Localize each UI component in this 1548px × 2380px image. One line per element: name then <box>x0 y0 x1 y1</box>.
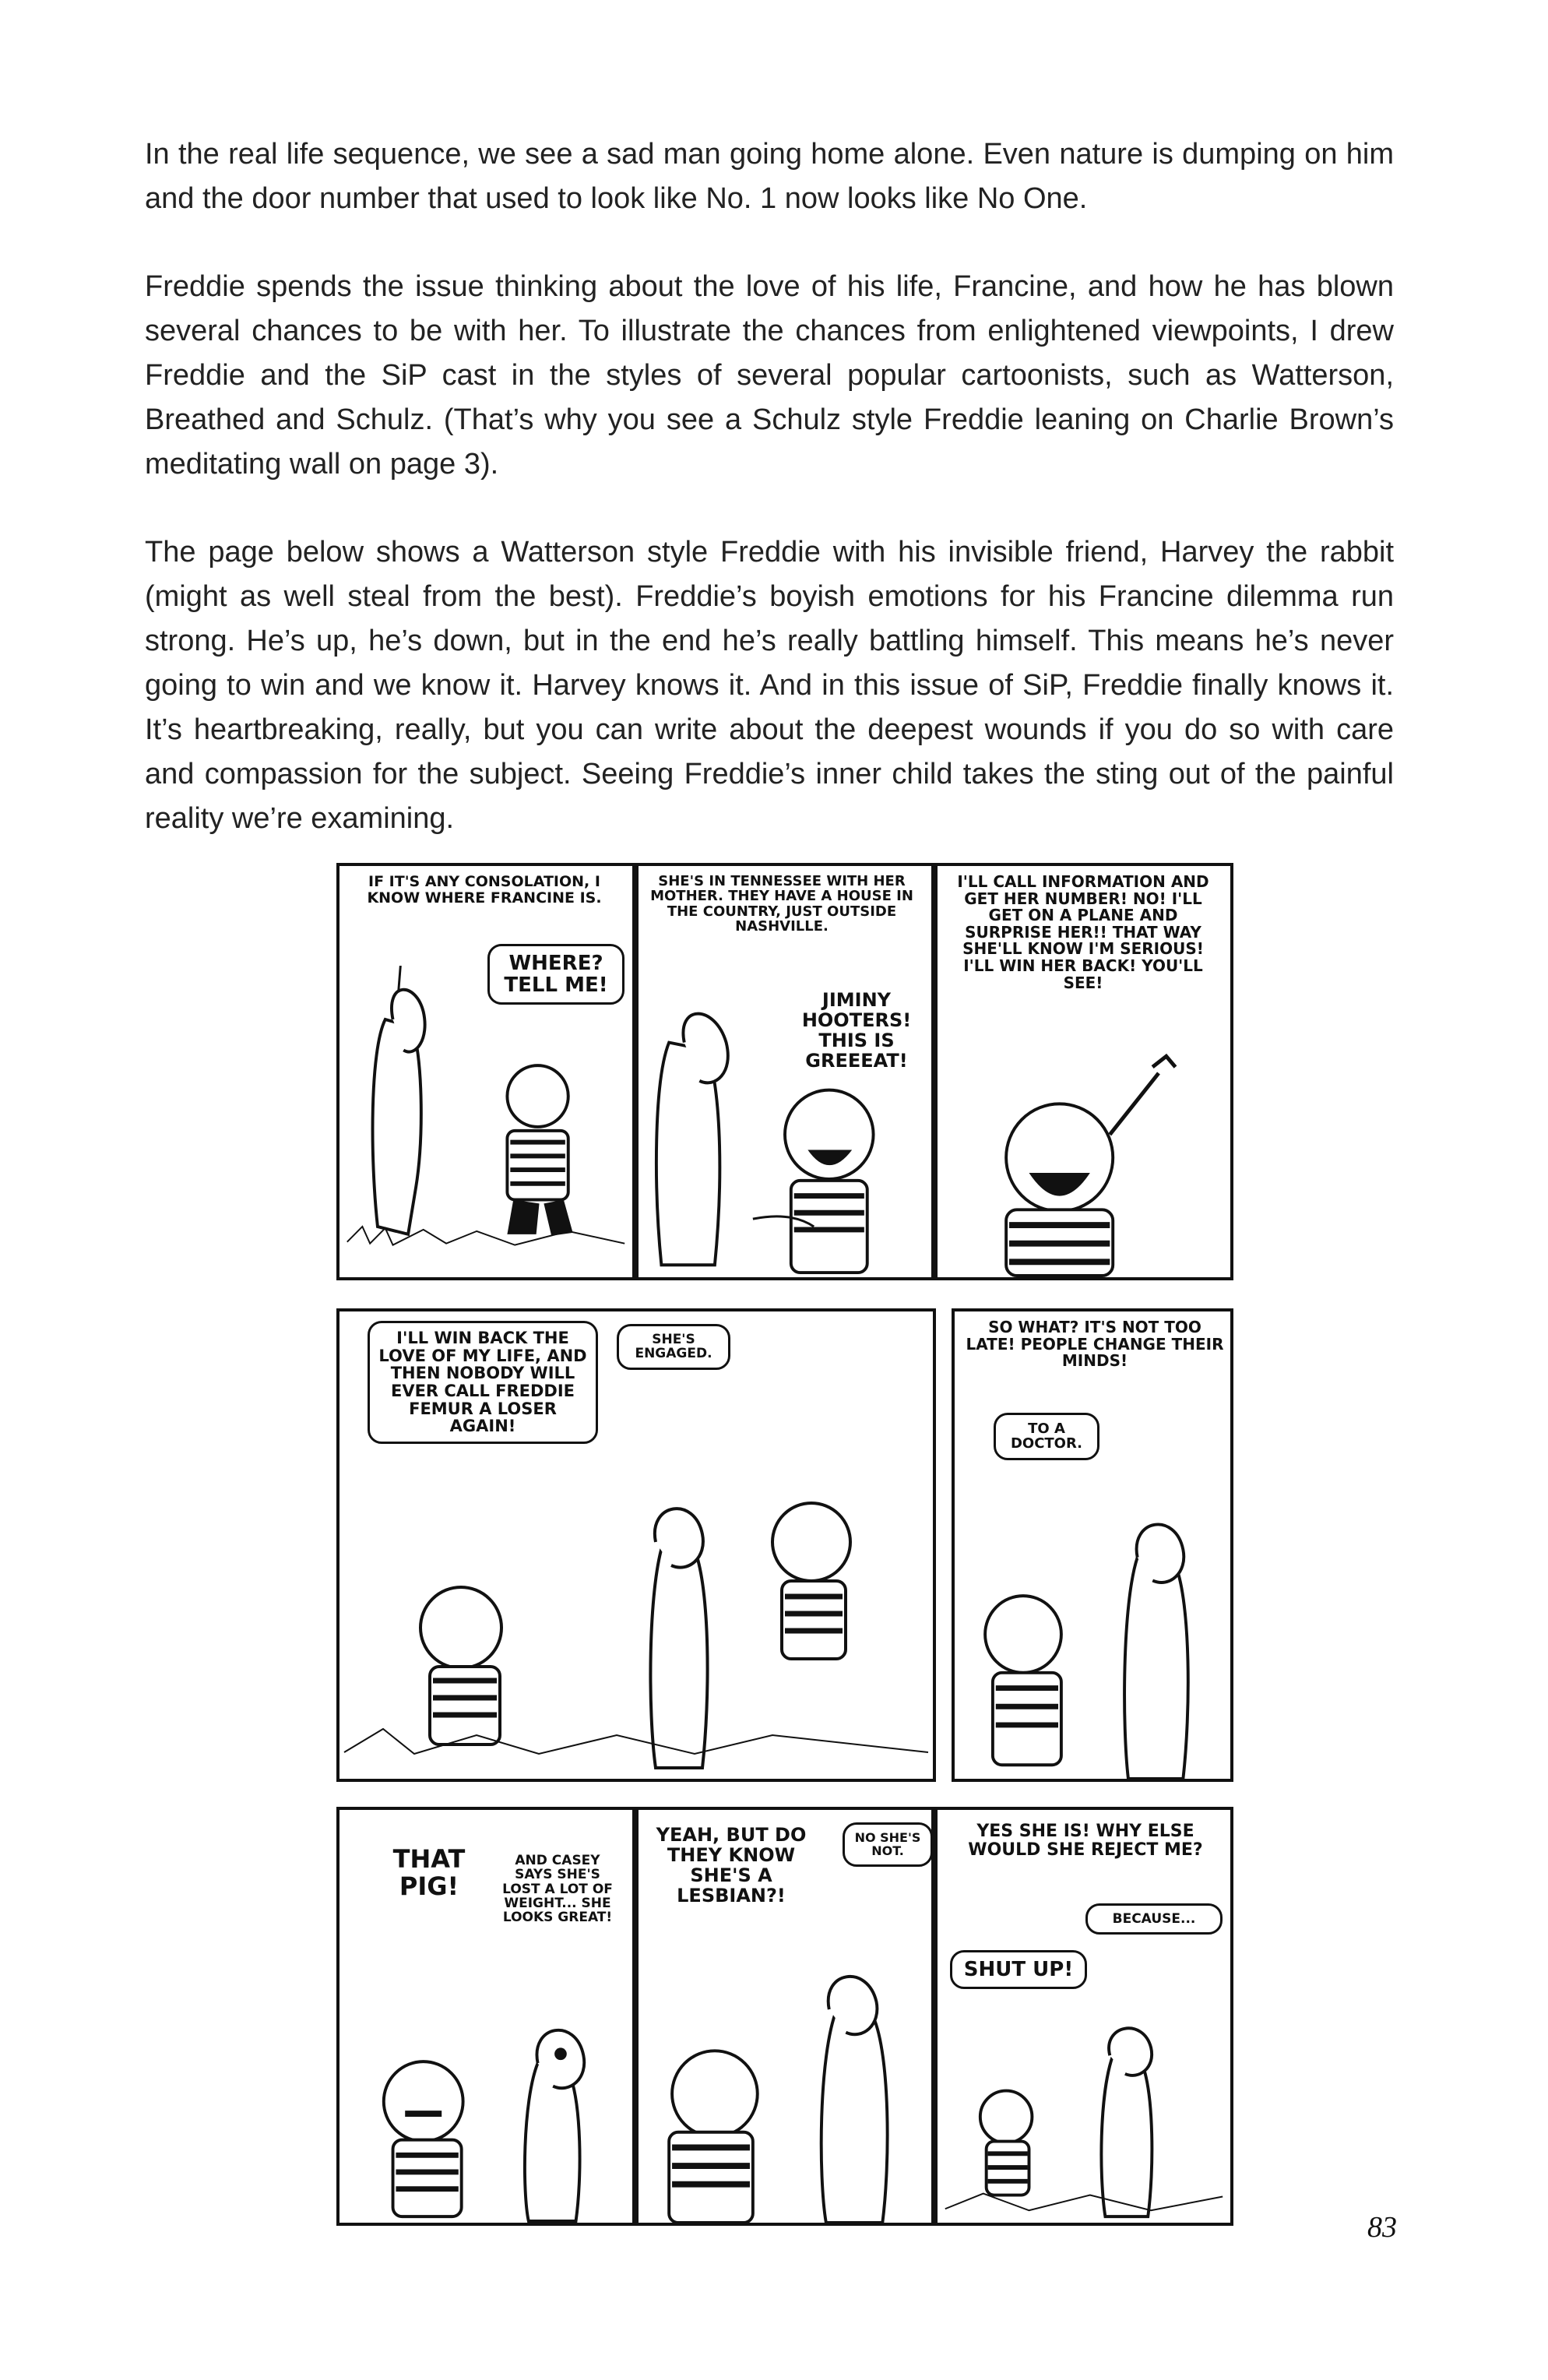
comic-panel-7 <box>635 1807 934 2226</box>
speech-bubble: SHE'S ENGAGED. <box>617 1324 730 1370</box>
speech-bubble: NO SHE'S NOT. <box>843 1822 933 1867</box>
comic-panel-6 <box>336 1807 635 2226</box>
panel-1-art <box>340 866 632 1277</box>
comic-strip <box>336 863 1233 2226</box>
panel-8-art <box>938 1810 1230 2223</box>
speech-bubble: I'LL CALL INFORMATION AND GET HER NUMBER! NO! I'LL GET ON A PLANE AND SURPRISE HER!! THAT WAY SHE'LL KNOW I'M SERIOUS! I'LL WIN HER BACK! YOU'LL SEE! <box>957 872 1209 992</box>
comic-panel-3 <box>934 863 1233 1280</box>
speech-bubble: IF IT'S ANY CONSOLATION, I KNOW WHERE FRANCINE IS. <box>367 873 602 907</box>
comic-panel-5 <box>952 1308 1233 1782</box>
body-text <box>145 132 1394 841</box>
paragraph-2: Freddie spends the issue thinking about the love of his life, Francine, and how he has blown several chances to be with her. To illustrate the chances from enlightened viewpoints, I drew Freddie and the SiP cast in the styles of several popular cartoonists, such as Watterson, Breathed and Schulz. (That’s why you see a Schulz style Freddie leaning on Charlie Brown’s meditating wall on page 3). <box>145 270 1394 481</box>
speech-bubble: TO A DOCTOR. <box>994 1413 1099 1460</box>
speech-bubble: YEAH, BUT DO THEY KNOW SHE'S A LESBIAN?! <box>656 1824 807 1906</box>
panel-5-art <box>955 1311 1230 1779</box>
speech-bubble: I'LL WIN BACK THE LOVE OF MY LIFE, AND THEN NOBODY WILL EVER CALL FREDDIE FEMUR A LOSER AGAIN! <box>368 1321 598 1444</box>
speech-bubble: THAT PIG! <box>392 1844 466 1901</box>
speech-bubble: JIMINY HOOTERS! THIS IS GREEEAT! <box>801 989 912 1072</box>
comic-panel-2 <box>635 863 934 1280</box>
speech-bubble: BECAUSE... <box>1085 1903 1223 1935</box>
speech-bubble: SO WHAT? IT'S NOT TOO LATE! PEOPLE CHANGE THEIR MINDS! <box>966 1318 1224 1371</box>
comic-panel-4 <box>336 1308 936 1782</box>
speech-bubble: SHUT UP! <box>950 1950 1087 1989</box>
speech-bubble: SHE'S IN TENNESSEE WITH HER MOTHER. THEY HAVE A HOUSE IN THE COUNTRY, JUST OUTSIDE NASHVILLE. <box>650 873 913 935</box>
comic-panel-8 <box>934 1807 1233 2226</box>
paragraph-1: In the real life sequence, we see a sad man going home alone. Even nature is dumping on him and the door number that used to look like No. 1 now looks like No One. <box>145 138 1394 215</box>
speech-bubble: AND CASEY SAYS SHE'S LOST A LOT OF WEIGHT... SHE LOOKS GREAT! <box>502 1853 613 1926</box>
speech-bubble: YES SHE IS! WHY ELSE WOULD SHE REJECT ME? <box>968 1822 1203 1860</box>
paragraph-3: The page below shows a Watterson style Freddie with his invisible friend, Harvey the rabbit (might as well steal from the best). Freddie’s boyish emotions for his Francine dilemma run strong. He’s up, he’s down, but in the end he’s really battling himself. This means he’s never going to win and we know it. Harvey knows it. And in this issue of SiP, Freddie finally knows it. It’s heartbreaking, really, but you can write about the deepest wounds if you do so with care and compassion for the subject. Seeing Freddie’s inner child takes the sting out of the painful reality we’re examining. <box>145 536 1394 835</box>
speech-bubble: WHERE? TELL ME! <box>487 944 624 1005</box>
page-number: 83 <box>1367 2211 1397 2244</box>
comic-panel-1 <box>336 863 635 1280</box>
